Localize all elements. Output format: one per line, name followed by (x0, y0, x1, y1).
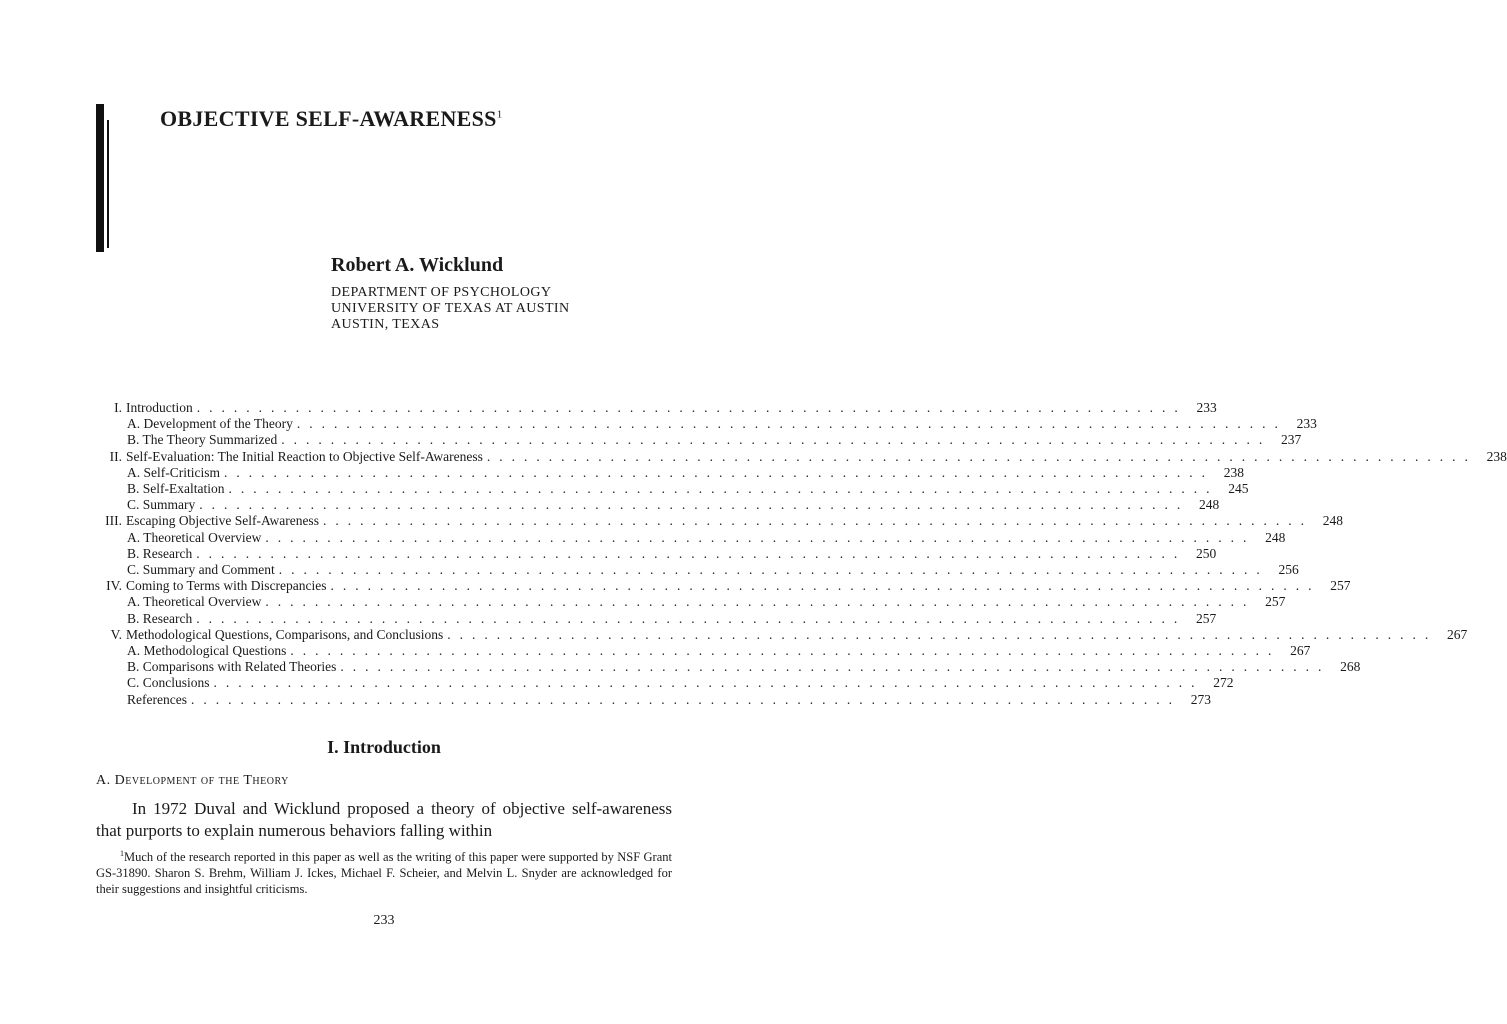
toc-entry-page: 257 (1195, 610, 1217, 626)
toc-entry-page: 245 (1228, 481, 1249, 497)
toc-leader-dots: ................................................................................ (322, 513, 1313, 529)
toc-leader-dots: ................................................................................ (213, 675, 1204, 691)
toc-entry-label: A. Self-Criticism (127, 464, 220, 480)
table-of-contents (92, 400, 1507, 708)
affiliation-line: AUSTIN, TEXAS (331, 317, 440, 332)
toc-leader-dots: ................................................................................ (199, 497, 1190, 513)
toc-entry-label: C. Summary (127, 497, 196, 513)
toc-entry-label: B. Self-Exaltation (127, 481, 225, 497)
toc-leader-dots: ................................................................................ (278, 562, 1269, 578)
toc-entry-number: V. (110, 626, 122, 642)
toc-entry-page: 233 (1296, 416, 1317, 432)
author-name: Robert A. Wicklund (331, 254, 504, 276)
toc-entry-label: B. Research (127, 610, 193, 626)
affiliation-line: DEPARTMENT OF PSYCHOLOGY (331, 285, 552, 300)
toc-entry-page: 248 (1322, 513, 1343, 529)
toc-entry-label: A. Theoretical Overview (127, 594, 262, 610)
toc-entry-number: II. (109, 448, 122, 464)
toc-entry-label: B. The Theory Summarized (127, 432, 278, 448)
toc-leader-dots: ................................................................................ (296, 416, 1287, 432)
toc-entry-label: References (127, 691, 187, 707)
toc-entry (92, 432, 1302, 448)
toc-entry-page: 237 (1280, 432, 1302, 448)
affiliation-line: UNIVERSITY OF TEXAS AT AUSTIN (331, 301, 570, 316)
toc-leader-dots: ................................................................................ (265, 529, 1256, 545)
section-heading: I. Introduction (327, 737, 441, 757)
footnote (96, 846, 672, 897)
toc-leader-dots: ................................................................................ (447, 626, 1438, 642)
toc-entry-label: Self-Evaluation: The Initial Reaction to Objective Self-Awareness (126, 448, 483, 464)
toc-entry-page: 250 (1195, 545, 1217, 561)
toc-entry-number: I. (114, 400, 122, 415)
toc-entry-label: A. Methodological Questions (127, 643, 287, 659)
toc-entry (92, 675, 1234, 691)
body-paragraph: In 1972 Duval and Wicklund proposed a theory of objective self-awareness that purports to explain numerous behaviors falling within (96, 799, 672, 840)
toc-entry (92, 529, 1286, 546)
author-affiliation (331, 285, 569, 333)
toc-leader-dots: ................................................................................ (486, 448, 1477, 464)
toc-entry-page: 248 (1199, 497, 1220, 513)
toc-entry (92, 448, 1507, 465)
toc-entry-page: 272 (1213, 675, 1234, 691)
toc-entry (92, 610, 1217, 627)
toc-entry (92, 400, 1217, 416)
toc-leader-dots: ................................................................................ (330, 578, 1321, 594)
toc-entry (92, 497, 1220, 513)
toc-entry-page: 257 (1330, 578, 1351, 594)
toc-leader-dots: ................................................................................ (340, 659, 1331, 675)
subsection-heading: A. Development of the Theory (96, 773, 289, 788)
title-footnote-mark: 1 (496, 108, 503, 121)
toc-entry-label: A. Development of the Theory (127, 416, 293, 432)
footnote-text: Much of the research reported in this paper as well as the writing of this paper were supported by NSF Grant GS-31890. Sharon S. Brehm, William J. Ickes, Michael F. Scheier, and Melvin L. Snyder are acknowledged for their suggestions and insightful criticisms. (96, 850, 672, 897)
toc-entry (92, 578, 1351, 594)
toc-leader-dots: ................................................................................ (190, 691, 1181, 707)
toc-entry-number: IV. (106, 578, 122, 594)
toc-entry (92, 626, 1468, 643)
margin-rule-thin (107, 120, 109, 248)
toc-entry (92, 513, 1343, 529)
toc-entry (92, 464, 1244, 481)
toc-entry-page: 248 (1265, 529, 1286, 545)
toc-entry-page: 256 (1278, 562, 1299, 578)
toc-entry-page: 238 (1486, 448, 1507, 464)
toc-leader-dots: ................................................................................ (290, 643, 1281, 659)
toc-entry (92, 562, 1299, 578)
toc-entry-page: 267 (1290, 643, 1311, 659)
footnote-mark: 1 (120, 849, 124, 858)
toc-entry-label: Methodological Questions, Comparisons, and Conclusions (126, 626, 444, 642)
toc-entry (92, 643, 1311, 659)
toc-leader-dots: ................................................................................ (196, 400, 1187, 415)
toc-entry-page: 257 (1265, 594, 1286, 610)
margin-rule-thick (96, 104, 104, 252)
toc-entry (92, 416, 1317, 432)
toc-entry-label: Coming to Terms with Discrepancies (126, 578, 327, 594)
toc-entry-page: 233 (1196, 400, 1217, 415)
toc-leader-dots: ................................................................................ (265, 594, 1256, 610)
article-title-text: OBJECTIVE SELF-AWARENESS (160, 106, 497, 131)
toc-entry-label: B. Research (127, 545, 193, 561)
toc-entry-page: 273 (1190, 691, 1211, 707)
article-title (160, 106, 503, 132)
toc-leader-dots: ................................................................................ (196, 610, 1187, 626)
toc-leader-dots: ................................................................................ (224, 464, 1214, 480)
toc-entry-label: Escaping Objective Self-Awareness (126, 513, 319, 529)
toc-leader-dots: ................................................................................ (281, 432, 1272, 448)
toc-entry (92, 659, 1361, 675)
toc-entry-label: Introduction (126, 400, 193, 415)
toc-entry-page: 268 (1340, 659, 1361, 675)
toc-entry-label: C. Conclusions (127, 675, 210, 691)
toc-entry (92, 545, 1217, 562)
toc-leader-dots: ................................................................................ (196, 545, 1187, 561)
toc-entry-label: B. Comparisons with Related Theories (127, 659, 337, 675)
toc-entry (92, 481, 1249, 497)
toc-leader-dots: ................................................................................ (228, 481, 1219, 497)
toc-entry-page: 267 (1446, 626, 1468, 642)
toc-entry-number: III. (105, 513, 122, 529)
page-number: 233 (373, 913, 395, 928)
toc-entry-page: 238 (1223, 464, 1244, 480)
toc-entry (92, 594, 1286, 610)
toc-entry-label: C. Summary and Comment (127, 562, 275, 578)
toc-entry-label: A. Theoretical Overview (127, 529, 262, 545)
toc-entry (92, 691, 1211, 708)
